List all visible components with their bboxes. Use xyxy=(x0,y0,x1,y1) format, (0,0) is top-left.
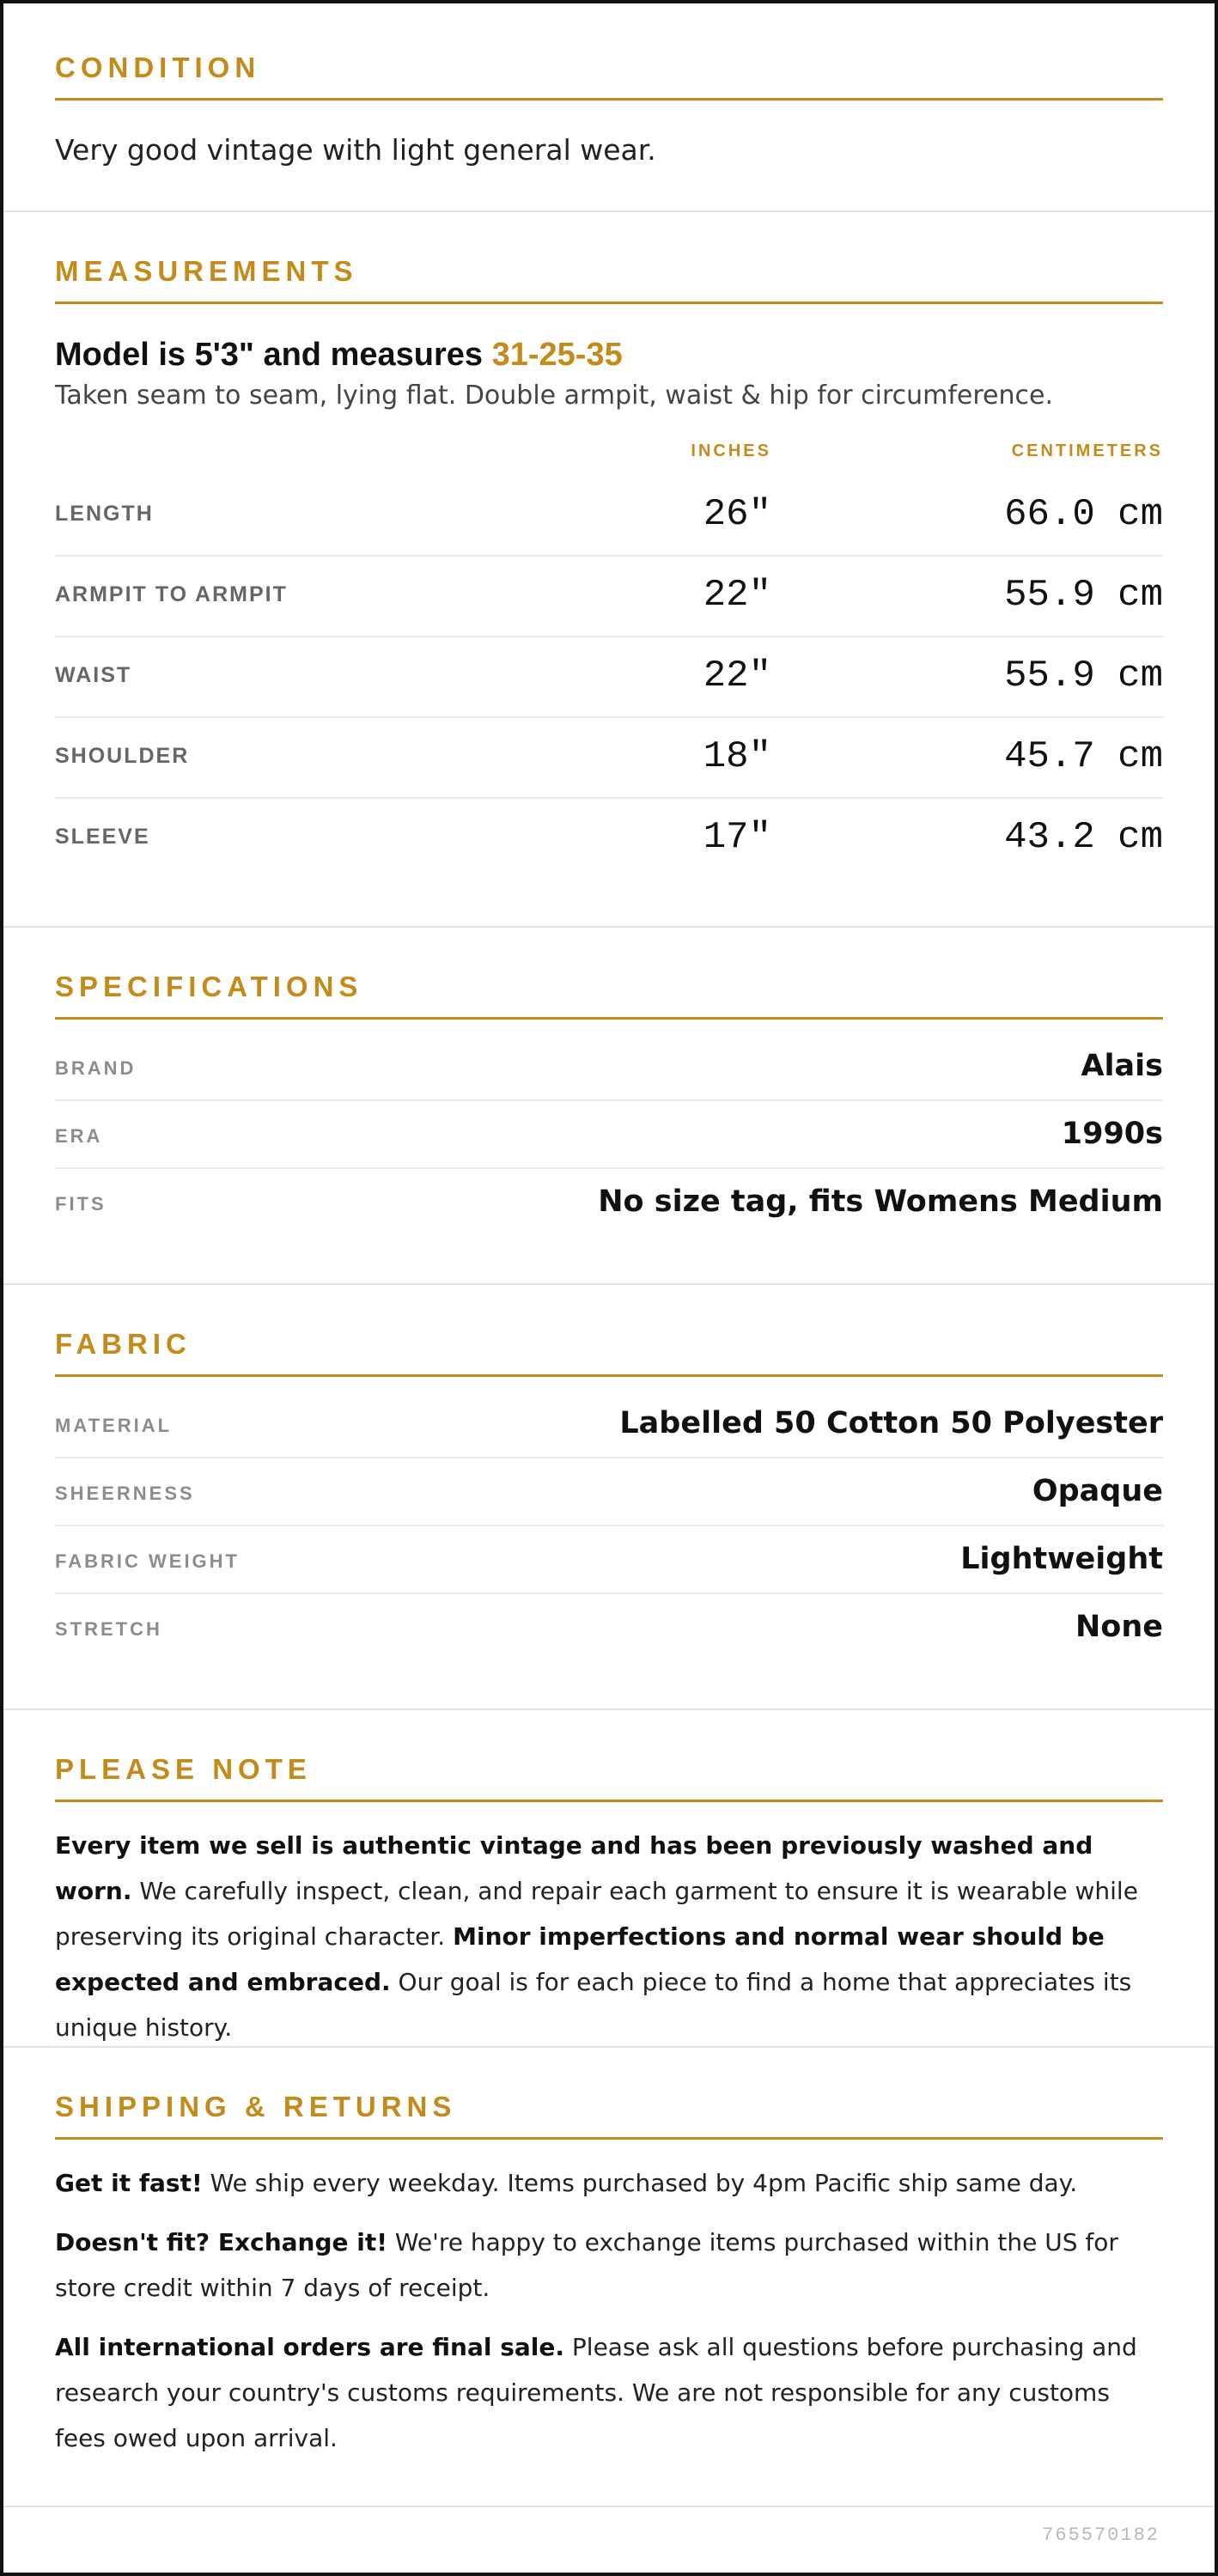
measurement-row xyxy=(55,718,1163,799)
spec-value: No size tag, fits Womens Medium xyxy=(598,1184,1163,1219)
note-text-2: Our goal is for each piece to find a home that appreciates its unique history. xyxy=(55,1968,1132,2042)
model-measurements xyxy=(55,337,1163,374)
fabric-key: STRETCH xyxy=(55,1618,162,1640)
fabric-section xyxy=(3,1285,1215,1710)
fabric-value: Lightweight xyxy=(960,1542,1163,1576)
fabric-row-material xyxy=(55,1391,1163,1459)
specifications-list xyxy=(55,1033,1163,1237)
note-bold-1: Every item we sell is authentic vintage and has been previously washed and worn. xyxy=(55,1831,1093,1905)
condition-section xyxy=(3,3,1215,212)
spec-row-brand xyxy=(55,1033,1163,1101)
shipping-bold-2: Doesn't fit? Exchange it! xyxy=(55,2228,387,2256)
measurement-row xyxy=(55,476,1163,557)
fabric-row-stretch xyxy=(55,1594,1163,1662)
product-id: 765570182 xyxy=(1042,2524,1160,2546)
model-figures: 31-25-35 xyxy=(491,337,623,373)
spec-value: 1990s xyxy=(1061,1117,1163,1151)
specifications-title: SPECIFICATIONS xyxy=(55,971,1163,1020)
shipping-text-1: We ship every weekday. Items purchased by 4pm Pacific ship same day. xyxy=(202,2169,1078,2197)
measurement-label: WAIST xyxy=(55,663,132,687)
shipping-bold-1: Get it fast! xyxy=(55,2169,203,2197)
shipping-section xyxy=(3,2048,1215,2507)
please-note-text xyxy=(55,1823,1163,2050)
spec-value: Alais xyxy=(1081,1049,1163,1083)
fabric-key: MATERIAL xyxy=(55,1415,173,1436)
fabric-title: FABRIC xyxy=(55,1328,1163,1377)
fabric-row-weight xyxy=(55,1526,1163,1594)
measurement-cm: 66.0 cm xyxy=(1004,493,1163,536)
note-text-1: We carefully inspect, clean, and repair each garment to ensure it is wearable while preserving its original character. xyxy=(55,1877,1138,1951)
measurement-cm: 55.9 cm xyxy=(1004,574,1163,617)
measurement-inches: 17" xyxy=(703,816,771,859)
measurement-cm: 43.2 cm xyxy=(1004,816,1163,859)
fabric-key: SHEERNESS xyxy=(55,1483,195,1504)
measurements-subtitle: Taken seam to seam, lying flat. Double armpit, waist & hip for circumference. xyxy=(55,381,1054,411)
measurement-label: ARMPIT TO ARMPIT xyxy=(55,582,288,606)
specifications-section xyxy=(3,928,1215,1285)
measurement-inches: 22" xyxy=(703,574,771,617)
condition-text: Very good vintage with light general wear. xyxy=(55,133,656,167)
spec-row-era xyxy=(55,1101,1163,1169)
measurements-section xyxy=(3,212,1215,928)
shipping-paragraph-1 xyxy=(55,2160,1163,2206)
fabric-row-sheerness xyxy=(55,1459,1163,1526)
measurement-label: SLEEVE xyxy=(55,825,150,849)
column-centimeters: CENTIMETERS xyxy=(1011,442,1163,460)
fabric-value: None xyxy=(1075,1610,1163,1644)
fabric-value: Opaque xyxy=(1032,1474,1163,1508)
measurement-row xyxy=(55,799,1163,880)
shipping-text-2: We're happy to exchange items purchased within the US for store credit within 7 days of receipt. xyxy=(55,2228,1118,2302)
measurement-row xyxy=(55,637,1163,718)
spec-row-fits xyxy=(55,1169,1163,1237)
shipping-paragraph-2 xyxy=(55,2220,1163,2311)
spec-key: ERA xyxy=(55,1125,103,1147)
shipping-bold-3: All international orders are final sale. xyxy=(55,2333,565,2361)
fabric-value: Labelled 50 Cotton 50 Polyester xyxy=(619,1406,1163,1440)
shipping-title: SHIPPING & RETURNS xyxy=(55,2091,1163,2140)
measurement-inches: 26" xyxy=(703,493,771,536)
measurement-label: SHOULDER xyxy=(55,744,190,768)
fabric-list xyxy=(55,1391,1163,1662)
measurements-title: MEASUREMENTS xyxy=(55,255,1163,304)
please-note-title: PLEASE NOTE xyxy=(55,1753,1163,1802)
measurement-cm: 45.7 cm xyxy=(1004,735,1163,778)
measurement-inches: 18" xyxy=(703,735,771,778)
shipping-text-3: Please ask all questions before purchasing and research your country's customs requirements. We are not responsible for any customs fees owed upon arrival. xyxy=(55,2333,1137,2452)
shipping-paragraph-3 xyxy=(55,2324,1163,2461)
measurement-cm: 55.9 cm xyxy=(1004,655,1163,697)
please-note-section xyxy=(3,1710,1215,2048)
spec-key: BRAND xyxy=(55,1057,137,1079)
spec-key: FITS xyxy=(55,1193,107,1215)
measurement-label: LENGTH xyxy=(55,502,154,526)
column-inches: INCHES xyxy=(691,442,771,460)
note-bold-2: Minor imperfections and normal wear should be expected and embraced. xyxy=(55,1922,1105,1996)
fabric-key: FABRIC WEIGHT xyxy=(55,1550,240,1572)
condition-title: CONDITION xyxy=(55,52,1163,100)
measurement-inches: 22" xyxy=(703,655,771,697)
model-prefix: Model is 5'3" and measures xyxy=(55,337,492,373)
measurement-row xyxy=(55,557,1163,637)
measurements-header xyxy=(55,442,1163,476)
measurements-table xyxy=(55,476,1163,880)
